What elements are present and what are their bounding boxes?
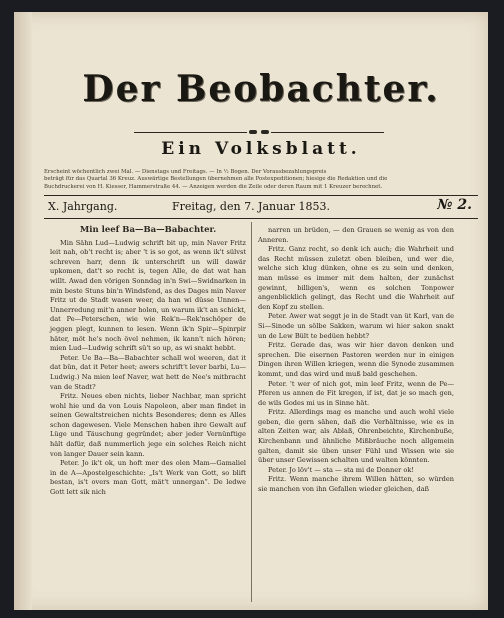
paragraph: Peter. Awer wat seggt je in de Stadt van üt Karl, van de Si—Sinode un sölbe Sakken, warum wi hier sakon snakt un de Lew Bült te bedüen hebbt?: [258, 312, 454, 340]
dateline: [44, 197, 478, 217]
issue-date: Freitag, den 7. Januar 1853.: [172, 200, 330, 213]
notice-line: Buchdruckerei von H. Kiesser, Hammerstraße 44. — Anzeigen werden die Zeile oder deren Raum mit 1 Kreuzer berechnet.: [44, 183, 383, 190]
paragraph: Peter. Jo löv't — sta — sta mi de Donner ok!: [268, 465, 414, 474]
column-divider: [251, 222, 252, 602]
page-spine: [14, 12, 32, 610]
masthead-ornament: [134, 129, 384, 135]
paragraph: Peter. Jo ik't ok, un hoft mer des olen Mam—Gamaliel in de A—Apostelgeschichte: „Is't Werk van Gott, so blift bestan, is't overs man Gott, mät't unnergan“. De ledwe Gott lett sik nich: [50, 459, 246, 497]
column-left: [50, 226, 246, 606]
paragraph: Peter. Ue Ba—Ba—Babachter schall wol weeren, dat it dat bün, dat it Peter heet; awers schrift't lever barbi, Lu—Ludwig.) Na mien leef Naver, wat hett de Nee's mitbracht van de Stadt?: [50, 353, 246, 391]
paragraph: Fritz. Wenn manche ihrem Willen hätten, so würden sie manchen von ihn Gefallen wieder gleichen, daß: [258, 475, 454, 494]
paragraph: Fritz. Allerdings mag es manche und auch wohl viele geben, die gern sähen, daß die Verhältnisse, wie es in alten Zeiten war, als Ablaß, Ohrenbeichte, Kirchenbuße, Kirchenbann und ähnliche Mißbräuche noch allgemein galten, damit sie üben unser Fühl und Wissen wie sie über unser Gewissen schalten und walten könnten.: [258, 408, 454, 465]
column-right: [258, 226, 454, 606]
masthead-subtitle: Ein Volksblatt.: [161, 139, 361, 159]
masthead-title: Der Beobachter.: [82, 68, 440, 110]
rule-bottom: [44, 218, 478, 219]
notice-line: beträgt für das Quartal 36 Kreuz. Auswärtige Bestellungen übernehmen alle Postexpeditionen; hiesige die Redaktion und die: [44, 176, 388, 183]
paragraph: Fritz. Neues eben nichts, lieber Nachbar, man spricht wohl hie und da von Louis Napoleon, aber man findet in seinen Gewaltstreichen nichts Besonderes; denn es Alles schon dagewesen. Viele Menschen haben ihre Gewalt auf Lüge und Täuschung gegründet; aber jeder Vernünftige hält dafür, daß nummerlich jege ein solches Reich nicht von langer Dauer sein kann.: [50, 392, 246, 458]
paragraph: Fritz. Gerade das, was wir hier davon denken und sprechen. Die eisernen Pastoren werden nur in einigen Dingen ihren Willen kriegen, wenn die Synode zusammen kommt, und das wird und muß bald geschehen.: [258, 341, 454, 378]
newspaper-page: [14, 12, 488, 610]
ornament-center: [249, 130, 257, 134]
paragraph: Fritz. Ganz recht, so denk ich auch; die Wahrheit und das Recht müssen zuletzt oben bleiben, und wer die, welche sich klug dünken, ohne es zu sein und denken, man müsse es immer mit dem halten, der zunächst gewinnt, billigen's, wenn es solchen Tonpower angenblicklich gelingt, das Recht und die Wahrheit auf den Kopf zu stellen.: [258, 245, 454, 311]
volume-label: X. Jahrgang.: [48, 200, 118, 213]
ornament-line-left: [134, 132, 247, 133]
paragraph: narren un brüden, — den Grauen se wenig as von den Anneren.: [258, 226, 454, 244]
ornament-center: [261, 130, 269, 134]
subscription-notice: [44, 169, 478, 191]
paragraph: Peter. 't wer of nich got, min leef Fritz, wenn de Pe—Pferen us annen de Fit kregen, if ist, dat je so mach gen, de wils Godes mi us in Sinne hät.: [258, 379, 454, 407]
article-title: Min leef Ba—Ba—Babachter.: [79, 225, 217, 235]
notice-line: Erscheint wöchentlich zwei Mal. — Dienstags und Freitags. — In ½ Bogen. Der Vorausbezahlungspreis: [44, 169, 327, 175]
paragraph: Min Sähn Lud—Ludwig schrift bit up, min Naver Fritz leit nah, ob't recht is; aber 't is so got, as wenn ik't sülvst schreven harr, denn ik unterschrift un will dawär upkomen, dat't so recht is, tegen Alle, de dat wat han willt. Awad den vörigen Sonndag in'n Swi—Swidnarken in min beste Stuns bin'n Windsfend, as des Dages min Naver Fritz ut de Stadt wasen weer, da han wi düsse Unnen—Unnerredung mit'n anner holen, un warum ik't an schickt, dat Pe—Peterschen, wie wie Rek'n—Rek'nschöper de jeggen plegt, kunnen to lesen. Wenn ik'n Spir—Spinrpir häter, möt he's noch övel nehmen, ik kann't nich hören; mien Lud—Ludwig schrift sü't so up, as wi snakt hebbt.: [50, 238, 246, 353]
rule-top: [44, 195, 478, 196]
issue-number: № 2.: [437, 197, 472, 213]
ornament-line-right: [271, 132, 384, 133]
